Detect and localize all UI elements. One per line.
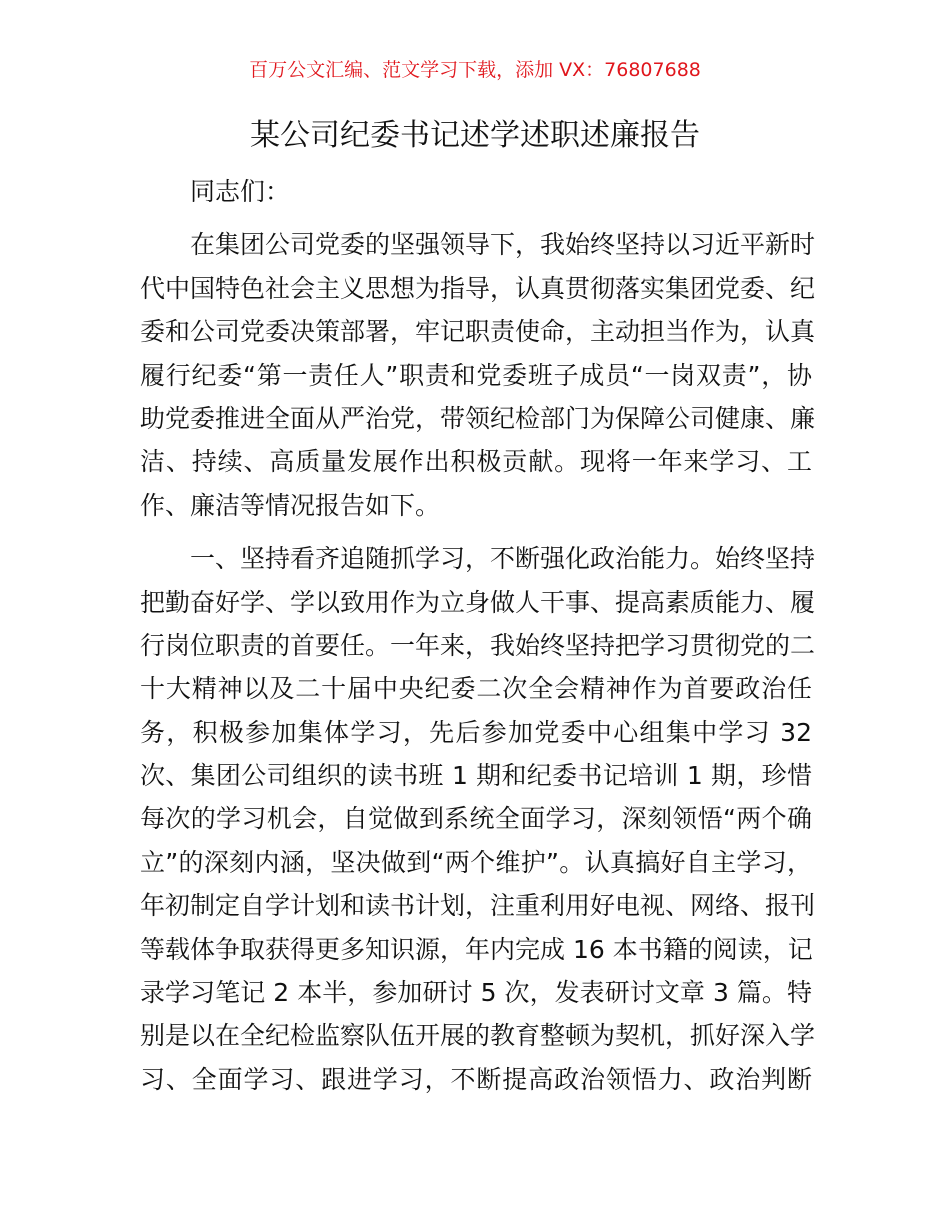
document-title: 某公司纪委书记述学述职述廉报告 <box>250 118 700 153</box>
document-body <box>140 170 816 1101</box>
paragraph-line: 次、集团公司组织的读书班 1 期和纪委书记培训 1 期，珍惜 <box>140 761 812 791</box>
paragraph-line: 十大精神以及二十届中央纪委二次全会精神作为首要政治任 <box>140 674 812 704</box>
paragraph-line: 履行纪委“第一责任人”职责和党委班子成员“一岗双责”，协 <box>140 360 812 390</box>
paragraph-line: 别是以在全纪检监察队伍开展的教育整顿为契机，抓好深入学 <box>140 1021 816 1051</box>
spacer <box>140 213 812 223</box>
paragraph-section-1 <box>140 537 816 1101</box>
paragraph-line: 作、廉洁等情况报告如下。 <box>140 490 441 520</box>
paragraph-line: 习、全面学习、跟进学习，不断提高政治领悟力、政治判断 <box>140 1064 812 1094</box>
spacer <box>140 527 812 537</box>
paragraph-line: 等载体争取获得更多知识源，年内完成 16 本书籍的阅读，记 <box>140 934 813 964</box>
paragraph-intro <box>140 223 816 527</box>
paragraph-line: 一、坚持看齐追随抓学习，不断强化政治能力。始终坚持 <box>190 544 816 574</box>
paragraph-line: 年初制定自学计划和读书计划，注重利用好电视、网络、报刊 <box>140 891 816 921</box>
watermark-banner: 百万公文汇编、范文学习下载，添加 VX：76807688 <box>249 59 701 81</box>
paragraph-line: 在集团公司党委的坚强领导下，我始终坚持以习近平新时 <box>190 230 816 260</box>
paragraph-line: 录学习笔记 2 本半，参加研讨 5 次，发表研讨文章 3 篇。特 <box>140 978 812 1008</box>
greeting: 同志们： <box>190 177 291 206</box>
paragraph-line: 助党委推进全面从严治党，带领纪检部门为保障公司健康、廉 <box>140 403 816 433</box>
paragraph-line: 行岗位职责的首要任。一年来，我始终坚持把学习贯彻党的二 <box>140 630 816 660</box>
paragraph-line: 洁、持续、高质量发展作出积极贡献。现将一年来学习、工 <box>140 447 812 477</box>
paragraph-line: 立”的深刻内涵，坚决做到“两个维护”。认真搞好自主学习， <box>140 847 812 877</box>
paragraph-line: 委和公司党委决策部署，牢记职责使命，主动担当作为，认真 <box>140 317 816 347</box>
paragraph-line: 每次的学习机会，自觉做到系统全面学习，深刻领悟“两个确 <box>140 804 812 834</box>
paragraph-line: 务，积极参加集体学习，先后参加党委中心组集中学习 32 <box>140 717 812 747</box>
paragraph-line: 把勤奋好学、学以致用作为立身做人干事、提高素质能力、履 <box>140 587 816 617</box>
paragraph-line: 代中国特色社会主义思想为指导，认真贯彻落实集团党委、纪 <box>140 273 816 303</box>
